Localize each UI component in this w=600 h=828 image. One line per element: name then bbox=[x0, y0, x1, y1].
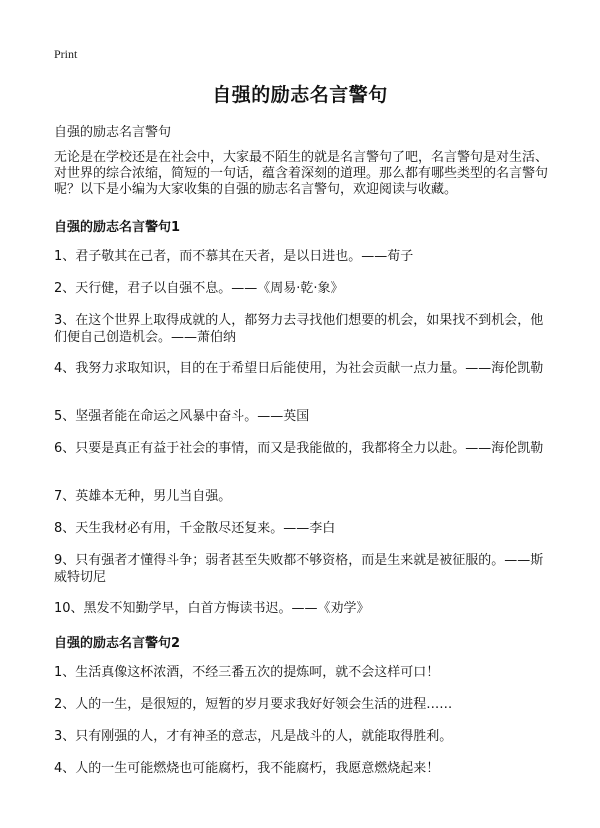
quote-item: 3、只有刚强的人，才有神圣的意志，凡是战斗的人，就能取得胜利。 bbox=[54, 729, 453, 744]
quote-item: 4、人的一生可能燃烧也可能腐朽，我不能腐朽，我愿意燃烧起来！ bbox=[54, 761, 440, 776]
document-title: 自强的励志名言警句 bbox=[212, 84, 388, 106]
quote-item: 1、生活真像这杯浓酒，不经三番五次的提炼呵，就不会这样可口！ bbox=[54, 665, 440, 680]
section-heading-2: 自强的励志名言警句2 bbox=[54, 636, 181, 651]
quote-item: 2、人的一生，是很短的，短暂的岁月要求我好好领会生活的进程…… bbox=[54, 697, 453, 712]
section-heading-1: 自强的励志名言警句1 bbox=[54, 220, 181, 235]
quote-item: 7、英雄本无种，男儿当自强。 bbox=[54, 489, 232, 504]
quote-item: 1、君子敬其在己者，而不慕其在天者，是以日进也。——荀子 bbox=[54, 249, 414, 264]
quote-item: 9、只有强者才懂得斗争；弱者甚至失败都不够资格，而是生来就是被征服的。——斯威特切尼 bbox=[54, 553, 544, 585]
print-label[interactable]: Print bbox=[54, 47, 78, 61]
quote-item: 2、天行健，君子以自强不息。——《周易·乾·象》 bbox=[54, 281, 344, 296]
quote-item: 3、在这个世界上取得成就的人，都努力去寻找他们想要的机会，如果找不到机会，他们便自己创造机会。——萧伯纳 bbox=[54, 313, 544, 345]
intro-paragraph: 无论是在学校还是在社会中，大家最不陌生的就是名言警句了吧，名言警句是对生活、对世界的综合浓缩，简短的一句话，蕴含着深刻的道理。那么都有哪些类型的名言警句呢？以下是小编为大家收集的自强的励志名言警句，欢迎阅读与收藏。 bbox=[54, 150, 549, 197]
quote-item: 4、我努力求取知识，目的在于希望日后能使用，为社会贡献一点力量。——海伦凯勒 bbox=[54, 361, 544, 376]
quote-item: 10、黑发不知勤学早，白首方悔读书迟。——《劝学》 bbox=[54, 601, 370, 616]
quote-item: 8、天生我材必有用，千金散尽还复来。——李白 bbox=[54, 521, 336, 536]
quote-item: 5、坚强者能在命运之风暴中奋斗。——英国 bbox=[54, 409, 310, 424]
document-subtitle: 自强的励志名言警句 bbox=[54, 125, 172, 140]
quote-item: 6、只要是真正有益于社会的事情，而又是我能做的，我都将全力以赴。——海伦凯勒 bbox=[54, 441, 544, 456]
